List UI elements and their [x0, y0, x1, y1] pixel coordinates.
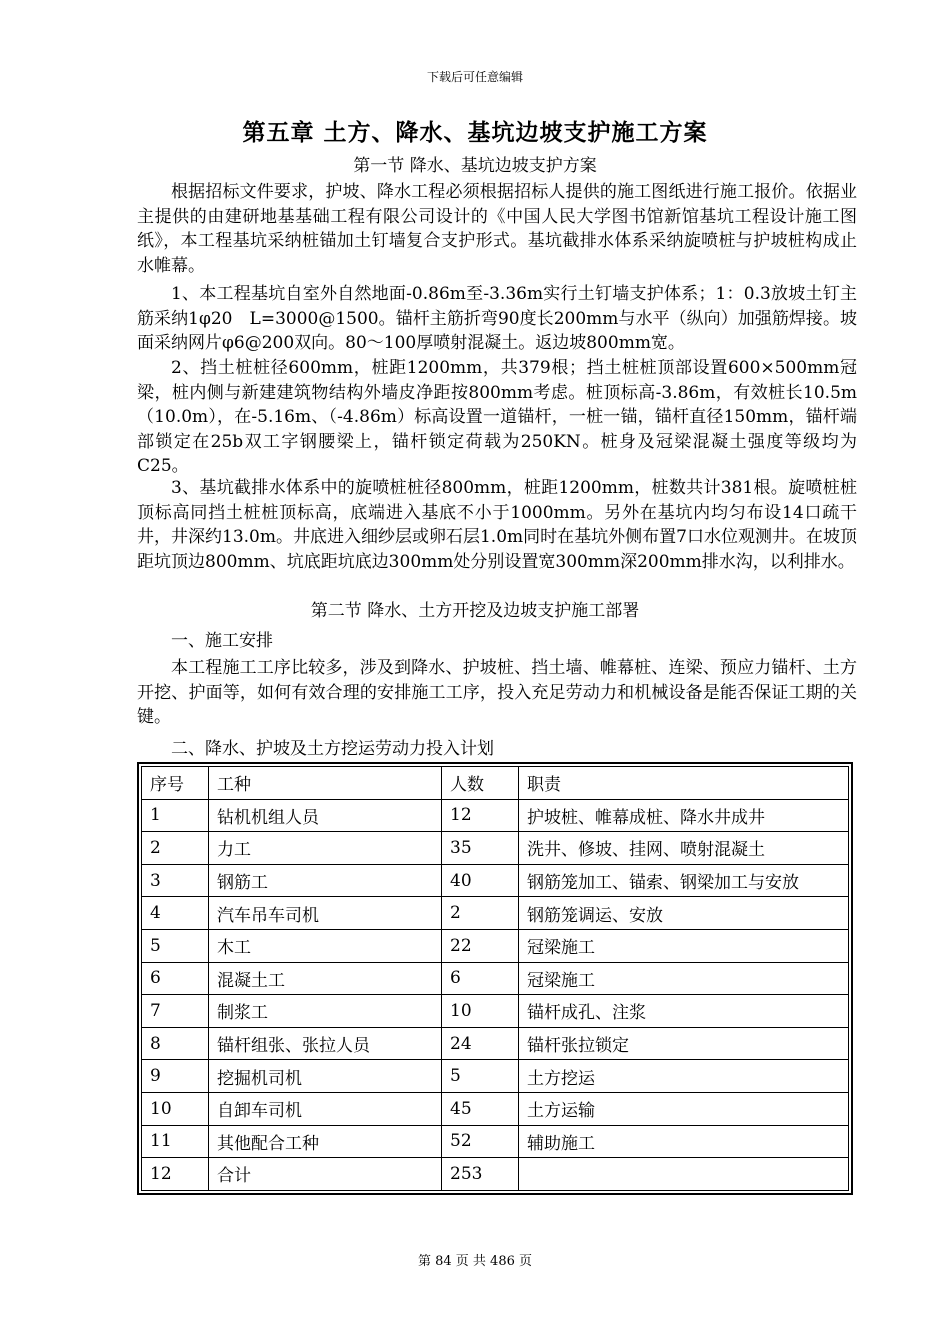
- table-row: [142, 1125, 849, 1158]
- table-row: [142, 1158, 849, 1191]
- table-row: [142, 995, 849, 1028]
- cell-trade: 合计: [209, 1158, 442, 1191]
- cell-index: 10: [142, 1092, 209, 1125]
- cell-index: 3: [142, 864, 209, 897]
- labor-plan-table: [137, 762, 853, 1195]
- cell-index: 9: [142, 1060, 209, 1093]
- cell-duty: 冠梁施工: [519, 929, 849, 962]
- cell-index: 7: [142, 995, 209, 1028]
- cell-count: 52: [442, 1125, 519, 1158]
- cell-count: 40: [442, 864, 519, 897]
- header-cell-index: 序号: [142, 767, 209, 800]
- cell-count: 24: [442, 1027, 519, 1060]
- cell-count: 45: [442, 1092, 519, 1125]
- paragraph-item-2: 2、挡土桩桩径600mm，桩距1200mm，共379根；挡土桩桩顶部设置600×500mm冠梁，桩内侧与新建建筑物结构外墙皮净距按800mm考虑。桩顶标高-3.86m，有效桩长10.5m（10.0m），在-5.16m、（-4.86m）标高设置一道锚杆，一桩一锚，锚杆直径150mm，锚杆端部锁定在25b双工字钢腰梁上，锚杆锁定荷载为250KN。桩身及冠梁混凝土强度等级均为C25。: [137, 358, 857, 476]
- cell-duty: 锚杆张拉锁定: [519, 1027, 849, 1060]
- header-cell-trade: 工种: [209, 767, 442, 800]
- subheading-labor-plan: 二、降水、护坡及土方挖运劳动力投入计划: [171, 739, 494, 759]
- cell-count: 10: [442, 995, 519, 1028]
- page-footer: 第 84 页 共 486 页: [417, 1254, 533, 1269]
- cell-duty: 锚杆成孔、注浆: [519, 995, 849, 1028]
- cell-trade: 钻机机组人员: [209, 799, 442, 832]
- cell-count: 6: [442, 962, 519, 995]
- cell-trade: 其他配合工种: [209, 1125, 442, 1158]
- section-title-2: 第二节 降水、土方开挖及边坡支护施工部署: [310, 601, 640, 621]
- cell-duty: 钢筋笼调运、安放: [519, 897, 849, 930]
- cell-trade: 锚杆组张、张拉人员: [209, 1027, 442, 1060]
- paragraph-item-3: 3、基坑截排水体系中的旋喷桩桩径800mm，桩距1200mm，桩数共计381根。旋喷桩桩顶标高同挡土桩桩顶标高，底端进入基底不小于1000mm。另外在基坑内均匀布设14口疏干井，井深约13.0m。井底进入细纱层或卵石层1.0m同时在基坑外侧布置7口水位观测井。在坡顶距坑顶边800mm、坑底距坑底边300mm处分别设置宽300mm深200mm排水沟，以利排水。: [137, 478, 857, 572]
- cell-trade: 混凝土工: [209, 962, 442, 995]
- cell-trade: 木工: [209, 929, 442, 962]
- paragraph-schedule: 本工程施工工序比较多，涉及到降水、护坡桩、挡土墙、帷幕桩、连梁、预应力锚杆、土方开挖、护面等，如何有效合理的安排施工工序，投入充足劳动力和机械设备是能否保证工期的关键。: [137, 658, 857, 727]
- cell-trade: 力工: [209, 832, 442, 865]
- cell-duty: 钢筋笼加工、锚索、钢梁加工与安放: [519, 864, 849, 897]
- cell-duty: 护坡桩、帷幕成桩、降水井成井: [519, 799, 849, 832]
- table-row: [142, 897, 849, 930]
- table-row: [142, 1027, 849, 1060]
- cell-index: 6: [142, 962, 209, 995]
- table-row: [142, 929, 849, 962]
- section-title-1: 第一节 降水、基坑边坡支护方案: [353, 156, 597, 176]
- cell-index: 11: [142, 1125, 209, 1158]
- cell-duty: 土方挖运: [519, 1060, 849, 1093]
- cell-index: 4: [142, 897, 209, 930]
- cell-index: 1: [142, 799, 209, 832]
- cell-index: 8: [142, 1027, 209, 1060]
- table-row: [142, 962, 849, 995]
- table-header-row: [142, 767, 849, 800]
- table-row: [142, 1060, 849, 1093]
- cell-count: 5: [442, 1060, 519, 1093]
- chapter-title: 第五章 土方、降水、基坑边坡支护施工方案: [242, 119, 708, 146]
- table-row: [142, 832, 849, 865]
- cell-count: 35: [442, 832, 519, 865]
- cell-count: 2: [442, 897, 519, 930]
- cell-index: 2: [142, 832, 209, 865]
- cell-index: 5: [142, 929, 209, 962]
- cell-count: 12: [442, 799, 519, 832]
- cell-trade: 汽车吊车司机: [209, 897, 442, 930]
- cell-count: 253: [442, 1158, 519, 1191]
- subheading-schedule: 一、施工安排: [171, 631, 273, 651]
- cell-index: 12: [142, 1158, 209, 1191]
- table-row: [142, 799, 849, 832]
- paragraph-intro: 根据招标文件要求，护坡、降水工程必须根据招标人提供的施工图纸进行施工报价。依据业主提供的由建研地基基础工程有限公司设计的《中国人民大学图书馆新馆基坑工程设计施工图纸》，本工程基坑采纳桩锚加土钉墙复合支护形式。基坑截排水体系采纳旋喷桩与护坡桩构成止水帷幕。: [137, 182, 857, 276]
- cell-trade: 钢筋工: [209, 864, 442, 897]
- cell-trade: 自卸车司机: [209, 1092, 442, 1125]
- cell-duty: 土方运输: [519, 1092, 849, 1125]
- paragraph-item-1: 1、本工程基坑自室外自然地面-0.86m至-3.36m实行土钉墙支护体系；1：0.3放坡土钉主筋采纳1φ20 L=3000@1500。锚杆主筋折弯90度长200mm与水平（纵向）加强筋焊接。坡面采纳网片φ6@200双向。80～100厚喷射混凝土。返边坡800mm宽。: [137, 284, 857, 353]
- cell-count: 22: [442, 929, 519, 962]
- table-row: [142, 864, 849, 897]
- cell-trade: 挖掘机司机: [209, 1060, 442, 1093]
- cell-trade: 制浆工: [209, 995, 442, 1028]
- cell-duty: 冠梁施工: [519, 962, 849, 995]
- header-cell-duty: 职责: [519, 767, 849, 800]
- cell-duty: [519, 1158, 849, 1191]
- page-header: 下载后可任意编辑: [426, 70, 523, 84]
- cell-duty: 洗井、修坡、挂网、喷射混凝土: [519, 832, 849, 865]
- header-cell-count: 人数: [442, 767, 519, 800]
- cell-duty: 辅助施工: [519, 1125, 849, 1158]
- table-row: [142, 1092, 849, 1125]
